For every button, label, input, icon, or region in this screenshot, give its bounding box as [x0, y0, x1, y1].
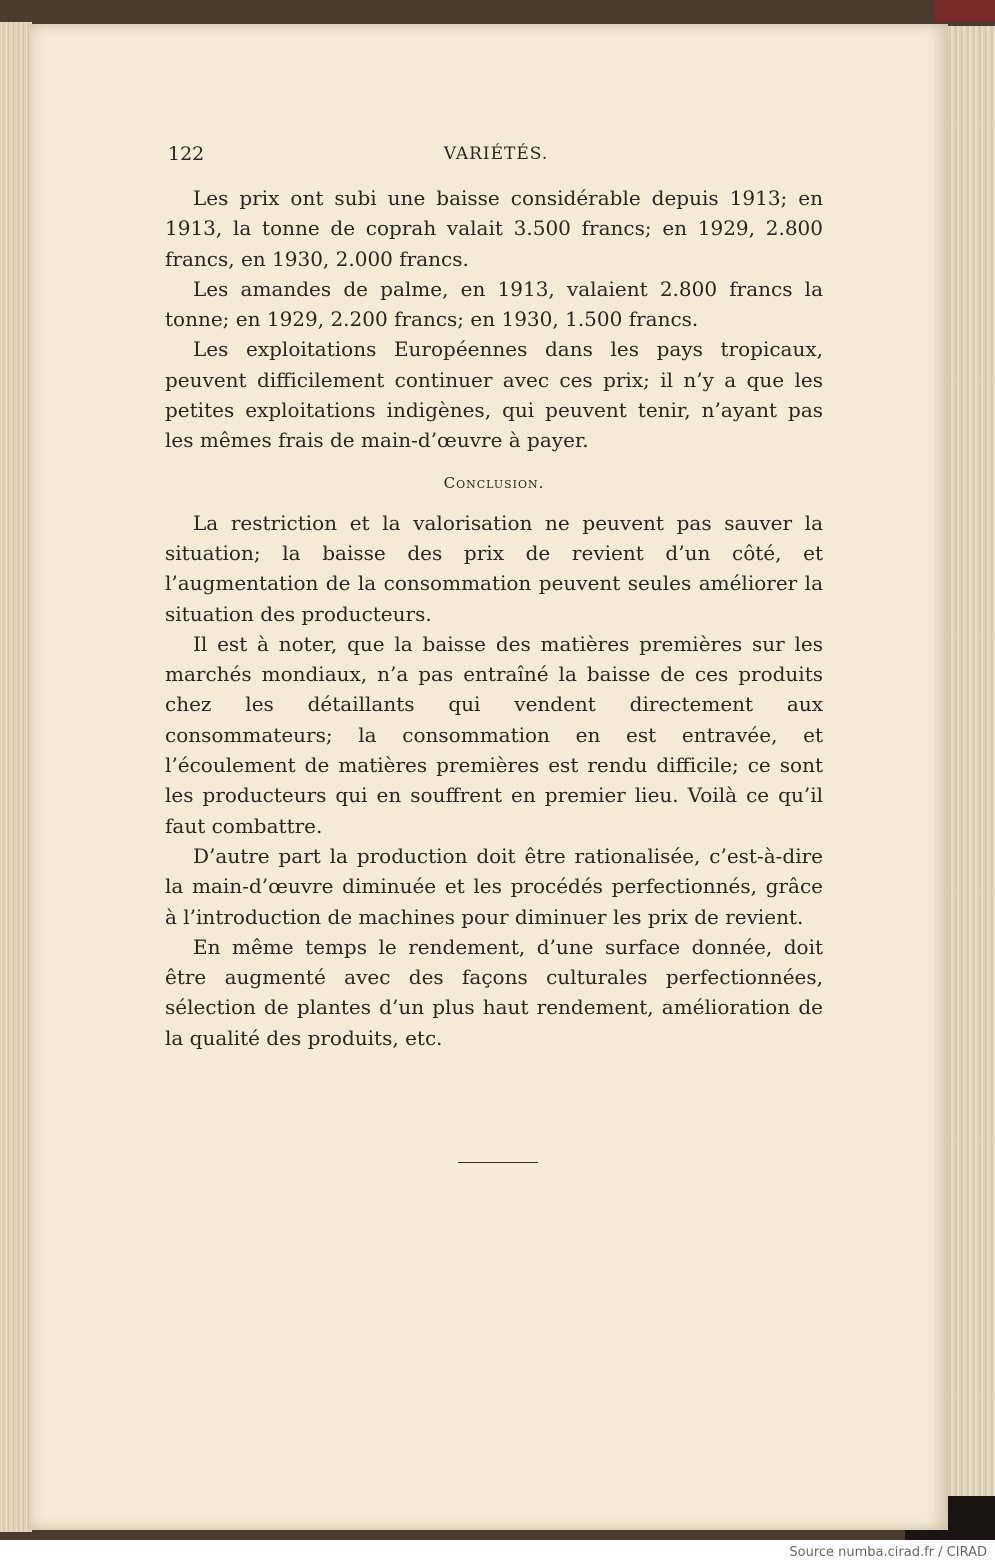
source-credit: Source numba.cirad.fr / CIRAD — [789, 1545, 987, 1560]
page-stack-right-edge — [948, 26, 995, 1530]
conclusion-paragraph-markets: Il est à noter, que la baisse des matières premières sur les marchés mondiaux, n’a pas entraîné la baisse de ces produits chez les détaillants qui vendent directement aux consommateurs; la consommation en est entravée, et l’écoulement de matières premières est rendu difficile; ce sont les producteurs qui en souffrent en premier lieu. Voilà ce qu’il faut combattre. — [165, 631, 823, 838]
conclusion-paragraph-restriction: La restriction et la valorisation ne peuvent pas sauver la situation; la baisse des prix de revient d’un côté, et l’augmentation de la consommation peuvent seules améliorer la situation des producteurs. — [165, 510, 823, 626]
running-head: VARIÉTÉS. — [443, 144, 549, 164]
page-header — [168, 140, 824, 168]
paragraph-palm-kernel-prices: Les amandes de palme, en 1913, valaient 2.800 francs la tonne; en 1929, 2.200 francs; en 1930, 1.500 francs. — [165, 276, 823, 332]
end-rule — [458, 1162, 538, 1163]
conclusion-paragraph-yield: En même temps le rendement, d’une surface donnée, doit être augmenté avec des façons culturales perfectionnées, sélection de plantes d’un plus haut rendement, amélioration de la qualité des produits, etc. — [165, 934, 823, 1050]
body-text — [165, 183, 823, 1053]
paragraph-copra-prices: Les prix ont subi une baisse considérable depuis 1913; en 1913, la tonne de coprah valait 3.500 francs; en 1929, 2.800 francs, en 1930, 2.000 francs. — [165, 186, 823, 271]
conclusion-heading: Conclusion. — [443, 473, 545, 492]
page-stack-left-edge — [0, 22, 32, 1532]
paragraph-european-exploitations: Les exploitations Européennes dans les pays tropicaux, peuvent difficilement continuer avec ces prix; il n’y a que les petites exploitations indigènes, qui peuvent tenir, n’ayant pas les mêmes frais de main-d’œuvre à payer. — [165, 337, 823, 453]
binding-edge-red — [935, 0, 995, 22]
page-number: 122 — [168, 143, 205, 165]
conclusion-paragraph-rationalisation: D’autre part la production doit être rationalisée, c’est-à-dire la main-d’œuvre diminuée et les procédés perfectionnés, grâce à l’introduction de machines pour diminuer les prix de revient. — [165, 843, 823, 929]
